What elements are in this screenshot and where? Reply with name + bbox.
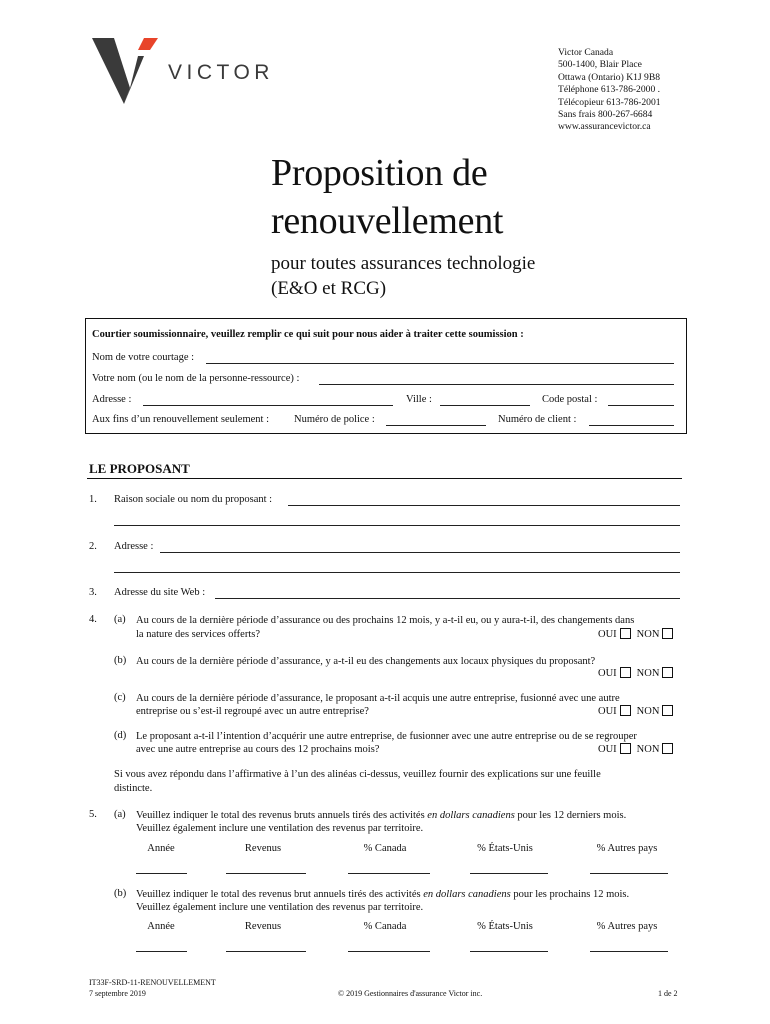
q4d-text-1: Le proposant a-t-il l’intention d’acquérir une autre entreprise, de fusionner avec une autre entreprise ou de se regrouper — [136, 731, 637, 742]
q4b-no-checkbox[interactable] — [662, 667, 673, 678]
q5a-other-field[interactable] — [590, 873, 668, 874]
q4a-yes-checkbox[interactable] — [620, 628, 631, 639]
q4b-text-1: Au cours de la dernière période d’assurance, y a-t-il eu des changements aux locaux physiques du proposant? — [136, 656, 596, 667]
q4b-options: OUI NON — [598, 667, 679, 679]
subtitle-line-1: pour toutes assurances technologie — [271, 253, 536, 274]
q4c-no-checkbox[interactable] — [662, 705, 673, 716]
q5a-col-revenue: Revenus — [244, 843, 282, 854]
q4a-options: OUI NON — [598, 628, 679, 640]
subtitle-line-2: (E&O et RCG) — [271, 278, 387, 299]
client-number-field[interactable] — [589, 425, 674, 426]
q5a-text-1: Veuillez indiquer le total des revenus bruts annuels tirés des activités en dollars canadiens pour les 12 derniers mois. — [136, 810, 627, 821]
q5b-text-2: Veuillez également inclure une ventilation des revenus par territoire. — [136, 902, 424, 913]
q5a-us-field[interactable] — [470, 873, 548, 874]
q5b-canada-field[interactable] — [348, 951, 430, 952]
broker-address-field[interactable] — [143, 405, 393, 406]
title-line-1: Proposition de — [271, 152, 488, 194]
q4d-no-checkbox[interactable] — [662, 743, 673, 754]
fax: Télécopieur 613-786-2001 — [558, 96, 661, 108]
renewal-only-label: Aux fins d’un renouvellement seulement : — [92, 414, 269, 425]
q5b-text-1: Veuillez indiquer le total des revenus brut annuels tirés des activités en dollars canadiens pour les prochains 12 mois. — [136, 889, 630, 900]
q5b-col-year: Année — [147, 921, 175, 932]
broker-info-box — [85, 318, 687, 434]
q5b-revenue-field[interactable] — [226, 951, 306, 952]
contact-name-label: Votre nom (ou le nom de la personne-ressource) : — [92, 373, 300, 384]
contact-block — [558, 47, 738, 134]
q5a-col-us: % États-Unis — [477, 843, 533, 854]
q4a-no-checkbox[interactable] — [662, 628, 673, 639]
form-date: 7 septembre 2019 — [89, 989, 146, 998]
q4c-text-1: Au cours de la dernière période d’assurance, le proposant a-t-il acquis une autre entreprise, fusionné avec une autre — [136, 693, 620, 704]
section-divider — [87, 478, 682, 479]
q4c-yes-checkbox[interactable] — [620, 705, 631, 716]
toll-free: Sans frais 800-267-6684 — [558, 109, 653, 121]
q2-field-1[interactable] — [160, 552, 680, 553]
q5b-other-field[interactable] — [590, 951, 668, 952]
q4a-text-1: Au cours de la dernière période d’assurance ou des prochains 12 mois, y a-t-il eu, ou y aura-t-il, des changements dans — [136, 615, 635, 626]
section-heading: LE PROPOSANT — [89, 461, 190, 476]
policy-number-field[interactable] — [386, 425, 486, 426]
logo-wordmark: VICTOR — [168, 61, 274, 84]
broker-heading: Courtier soumissionnaire, veuillez remplir ce qui suit pour nous aider à traiter cette soumission : — [92, 329, 524, 340]
q1-field-2[interactable] — [114, 525, 680, 526]
brokerage-name-field[interactable] — [206, 363, 674, 364]
copyright: © 2019 Gestionnaires d'assurance Victor inc. — [338, 989, 483, 998]
client-number-label: Numéro de client : — [498, 414, 577, 425]
q5-number: 5. — [89, 809, 97, 820]
q5a-col-year: Année — [147, 843, 175, 854]
q4a-text-2: la nature des services offerts? — [136, 629, 261, 640]
q5a-revenue-field[interactable] — [226, 873, 306, 874]
postal-code-field[interactable] — [608, 405, 674, 406]
q4-number: 4. — [89, 614, 97, 625]
q3-field[interactable] — [215, 598, 680, 599]
phone: Téléphone 613-786-2000 . — [558, 84, 661, 96]
q5a-canada-field[interactable] — [348, 873, 430, 874]
title-line-2: renouvellement — [271, 200, 504, 242]
q4c-options: OUI NON — [598, 705, 679, 717]
q2-number: 2. — [89, 541, 97, 552]
q4c-text-2: entreprise ou s’est-il regroupé avec un autre entreprise? — [136, 706, 369, 717]
city-label: Ville : — [406, 394, 432, 405]
q5a-year-field[interactable] — [136, 873, 187, 874]
q5a-letter: (a) — [114, 809, 126, 820]
q3-label: Adresse du site Web : — [114, 587, 206, 598]
q1-field-1[interactable] — [288, 505, 680, 506]
page-number: 1 de 2 — [658, 989, 678, 998]
company-name: Victor Canada — [558, 47, 614, 58]
brokerage-name-label: Nom de votre courtage : — [92, 352, 195, 363]
q5b-col-revenue: Revenus — [244, 921, 282, 932]
q4a-letter: (a) — [114, 614, 126, 625]
q3-number: 3. — [89, 587, 97, 598]
q5a-col-other: % Autres pays — [596, 843, 658, 854]
q4d-text-2: avec une autre entreprise au cours des 12 prochains mois? — [136, 744, 380, 755]
policy-number-label: Numéro de police : — [294, 414, 375, 425]
q1-number: 1. — [89, 494, 97, 505]
broker-address-label: Adresse : — [92, 394, 132, 405]
q5b-col-canada: % Canada — [363, 921, 407, 932]
q4d-yes-checkbox[interactable] — [620, 743, 631, 754]
q2-label: Adresse : — [114, 541, 154, 552]
address-line-2: Ottawa (Ontario) K1J 9B8 — [558, 71, 661, 83]
q5a-col-canada: % Canada — [363, 843, 407, 854]
q4c-letter: (c) — [114, 692, 126, 703]
q5b-col-us: % États-Unis — [477, 921, 533, 932]
q4-note-2: distincte. — [114, 783, 153, 794]
q5a-text-2: Veuillez également inclure une ventilation des revenus par territoire. — [136, 823, 424, 834]
city-field[interactable] — [440, 405, 530, 406]
contact-name-field[interactable] — [319, 384, 674, 385]
q2-field-2[interactable] — [114, 572, 680, 573]
postal-code-label: Code postal : — [542, 394, 598, 405]
form-code: IT33F-SRD-11-RENOUVELLEMENT — [89, 978, 216, 987]
q1-label: Raison sociale ou nom du proposant : — [114, 494, 273, 505]
address-line-1: 500-1400, Blair Place — [558, 59, 642, 71]
victor-v-icon — [92, 36, 162, 106]
q4-note-1: Si vous avez répondu dans l’affirmative à l’un des alinéas ci-dessus, veuillez fournir des explications sur une feuille — [114, 769, 601, 780]
victor-logo — [92, 36, 277, 106]
q4d-options: OUI NON — [598, 743, 679, 755]
q4b-letter: (b) — [114, 655, 127, 666]
q5b-year-field[interactable] — [136, 951, 187, 952]
q5b-us-field[interactable] — [470, 951, 548, 952]
q5b-letter: (b) — [114, 888, 127, 899]
q5b-col-other: % Autres pays — [596, 921, 658, 932]
q4d-letter: (d) — [114, 730, 127, 741]
q4b-yes-checkbox[interactable] — [620, 667, 631, 678]
website: www.assurancevictor.ca — [558, 121, 651, 133]
